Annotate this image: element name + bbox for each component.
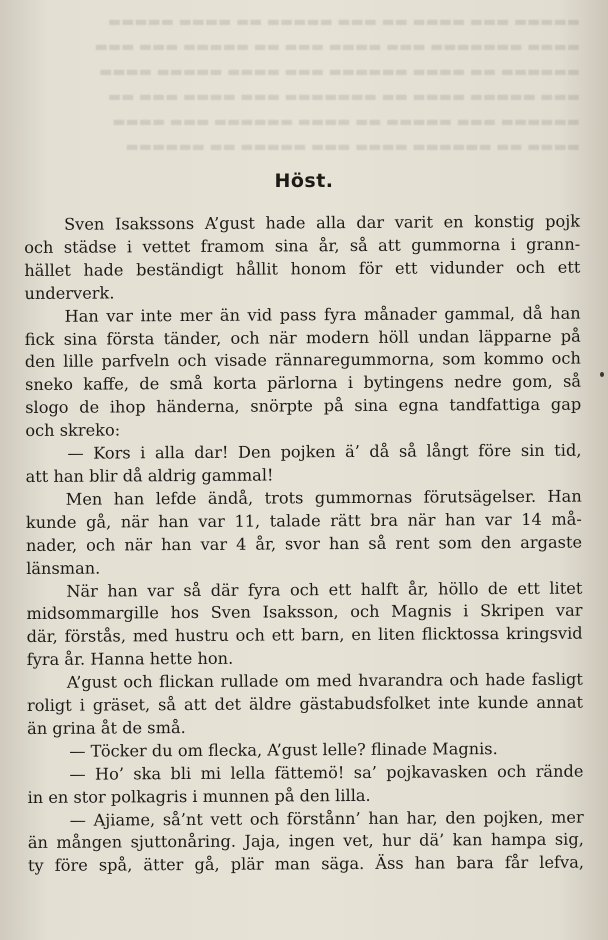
text-line: — Ajiame, så’nt vett och förstånn’ han har, den pojken, mer <box>69 807 584 830</box>
text-line: kunde gå, när han var 11, talade rätt bra när han var 14 må- <box>25 509 582 532</box>
body-text <box>24 211 584 879</box>
text-line: än grina åt de små. <box>27 717 186 738</box>
text-line: och skreko: <box>25 420 121 441</box>
text-line: roligt i gräset, så att det äldre gästabudsfolket inte kunde annat <box>26 692 584 716</box>
text-line: att han blir då aldrig gammal! <box>25 465 274 486</box>
text-line: slogo de ihop händerna, snörpte på sina egna tandfattiga gap <box>25 394 582 418</box>
text-line: in en stor polkagris i munnen på den lilla. <box>27 785 371 807</box>
text-line: underverk. <box>24 283 115 303</box>
text-line: När han var så där fyra och ett halft år, höllo de ett litet <box>66 578 583 601</box>
text-line: Han var inte mer än vid pass fyra månader gammal, då han <box>64 303 581 326</box>
text-line: länsman. <box>26 558 101 578</box>
text-line: där, förstås, med hustru och ett barn, en liten flicktossa kringsvid <box>26 623 583 647</box>
text-line: nader, och när han var 4 år, svor han så rent som den argaste <box>25 532 583 555</box>
chapter-title: Höst. <box>274 170 334 192</box>
text-line: och städse i vettet framom sina år, så att gummorna i grann- <box>24 234 581 257</box>
show-through-text: ▬▬▬▬▬ ▬▬▬ ▬▬▬▬ ▬▬ ▬▬▬ ▬▬▬▬▬ ▬▬ ▬▬▬▬ ▬▬▬▬▬ ▬▬▬▬ ▬▬▬▬▬▬▬ ▬▬▬ ▬▬▬▬ ▬▬▬ ▬▬ ▬▬▬▬▬ ▬▬▬ ▬▬▬ ▬▬▬▬▬▬ ▬▬ ▬▬▬▬ ▬▬▬▬▬▬ ▬▬▬ ▬▬▬▬ ▬▬▬▬▬ ▬▬▬▬ ▬▬▬ ▬▬▬▬▬ ▬▬▬▬ ▬▬ ▬▬▬▬▬▬▬ ▬▬▬ ▬▬▬▬ ▬▬▬ ▬▬ ▬▬▬▬▬▬ ▬▬▬ ▬▬▬▬▬ ▬▬ ▬▬▬▬ ▬▬▬▬▬▬ ▬▬▬ ▬▬▬▬ ▬▬▬▬ ▬▬ ▬▬▬▬▬▬ ▬▬▬▬ ▬▬▬ ▬▬▬▬▬ ▬▬ ▬▬▬▬▬▬ <box>94 14 580 155</box>
text-line: — Kors i alla dar! Den pojken ä’ då så långt före sin tid, <box>67 440 582 463</box>
text-line: midsommargille hos Sven Isaksson, och Magnis i Skripen var <box>26 601 583 624</box>
text-line: ty före spå, ätter gå, plär man säga. Äss han bara får lefva, <box>27 852 585 876</box>
text-line: — Ho’ ska bli mi lella fättemö! sa’ pojkavasken och rände <box>69 761 584 784</box>
text-line: hället hade beständigt hållit honom för ett vidunder och ett <box>24 257 581 280</box>
text-line: fyra år. Hanna hette hon. <box>26 648 234 670</box>
text-line: den lille parfveln och visade rännaregummorna, som kommo och <box>24 349 581 372</box>
text-line: Men han lefde ändå, trots gummornas förutsägelser. Han <box>65 486 582 509</box>
text-line: Sven Isakssons A’gust hade alla dar varit en konstig pojk <box>64 211 581 234</box>
text-line: — Töcker du om flecka, A’gust lelle? flinade Magnis. <box>69 738 498 761</box>
text-line: A’gust och flickan rullade om med hvarandra och hade fasligt <box>66 669 583 692</box>
text-line: sneko kaffe, de små korta pärlorna i bytingens nedre gom, så <box>24 371 582 395</box>
text-line: fick sina första tänder, och när modern höll undan läpparne på <box>24 326 581 349</box>
text-line: än mången sjuttonåring. Jaja, ingen vet, hur dä’ kan hampa sig, <box>27 830 584 853</box>
paper-speck <box>600 372 604 377</box>
